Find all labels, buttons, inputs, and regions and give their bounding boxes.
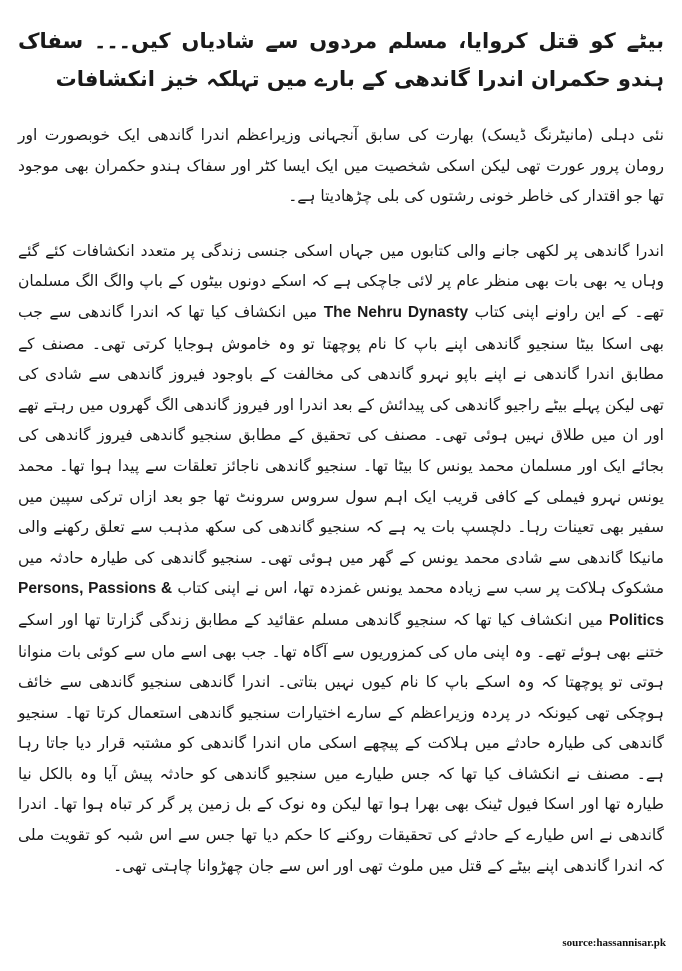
body-text-part-1: اندرا گاندھی پر لکھی جانے والی کتابوں میں جہاں اسکی جنسی زندگی پر متعدد انکشافات کئے گئے وہاں یہ بھی بات بھی منظر عام پر لائی جاچکی ہے کہ اسکے دونوں بیٹوں کے باپ والگ الگ مسلمان تھے۔ کے این راونے اپنی کتاب [18, 241, 664, 321]
body-text-part-2: میں انکشاف کیا تھا کہ اندرا گاندھی سے جب بھی اسکا بیٹا سنجیو گاندھی اپنے باپ کا نام پوچھتا تو وہ خاموش ہوجایا کرتی تھی۔ مصنف کے مطابق اندرا گاندھی نے اپنے باپو نہرو گاندھی کی مخالفت کے باوجود فیروز گاندھی سے شادی کی تھی لیکن پہلے بیٹے راجیو گاندھی کی پیدائش کے بعد اندرا اور فیروز گاندھی الگ گھروں میں رہتے تھے اور ان میں طلاق نہیں ہوئی تھی۔ مصنف کی تحقیق کے مطابق سنجیو گاندھی فیروز گاندھی کی بجائے ایک اور مسلمان محمد یونس کا بیٹا تھا۔ سنجیو گاندھی ناجائز تعلقات سے پیدا ہوا تھا۔ محمد یونس نہرو فیملی کے کافی قریب ایک اہم سول سروس سرونٹ تھا جو بعد ازاں ترکی سپین میں سفیر بھی تعینات رہا۔ دلچسپ بات یہ ہے کہ سنجیو گاندھی کی سکھ مذہب سے تعلق رکھنے والی مانیکا گاندھی سے شادی محمد یونس کے گھر میں ہوئی تھی۔ سنجیو گاندھی کی طیارہ حادثہ میں مشکوک ہلاکت پر سب سے زیادہ محمد یونس غمزدہ تھا، اس نے اپنی کتاب [18, 302, 664, 598]
article-body-paragraph [18, 236, 664, 881]
article-intro-paragraph: نئی دہلی (مانیٹرنگ ڈیسک) بھارت کی سابق آنجہانی وزیراعظم اندرا گاندھی ایک خوبصورت اور رومان پرور عورت تھی لیکن اسکی شخصیت میں ایک ایسا کٹر اور سفاک ہندو حکمران بھی موجود تھا جو اقتدار کی خاطر خونی رشتوں کی بلی چڑھادیتا ہے۔ [18, 126, 664, 206]
book-title-nehru-dynasty: The Nehru Dynasty [323, 303, 469, 321]
article-headline: بیٹے کو قتل کروایا، مسلم مردوں سے شادیاں کیں۔۔۔ سفاک ہندو حکمران اندرا گاندھی کے بارے میں تہلکہ خیز انکشافات [18, 29, 664, 91]
article [18, 22, 664, 901]
source-credit: source:hassannisar.pk [562, 937, 666, 949]
book-title-persons-passions-politics: Persons, Passions & Politics [18, 580, 664, 629]
body-text-part-3: میں انکشاف کیا تھا کہ سنجیو گاندھی مسلم عقائید کے مطابق زندگی گزارتا تھا اور اسکے ختنے بھی ہوئے تھے۔ وہ اپنی ماں کی کمزوریوں سے آگاہ تھا۔ جب بھی اسے ماں سے کوئی بات منوانا ہوتی تو پوچھتا کہ وہ اسکے باپ کا نام کیوں نہیں بتاتی۔ اندرا گاندھی سنجیو گاندھی سے خائف ہوچکی تھی کیونکہ در پردہ وزیراعظم کے سارے اختیارات سنجیو گاندھی استعمال کرتا تھا۔ سنجیو گاندھی کی طیارہ حادثے میں ہلاکت کے پیچھے اسکی ماں اندرا گاندھی کو مشتبہ قرار دیا جاتا رہا ہے۔ مصنف نے انکشاف کیا تھا کہ جس طیارے میں سنجیو گاندھی کو حادثہ پیش آیا وہ بالکل نیا طیارہ تھا اور اسکا فیول ٹینک بھی بھرا ہوا تھا لیکن وہ نوک کے بل زمین پر گر کر تباہ ہوا تھا۔ اندرا گاندھی نے اس طیارے کے حادثے کی تحقیقات روکنے کا حکم دیا تھا جس سے اس شبہ کو تقویت ملی کہ اندرا گاندھی اپنے بیٹے کے قتل میں ملوث تھی اور اس سے جان چھڑوانا چاہتی تھی۔ [18, 610, 664, 875]
